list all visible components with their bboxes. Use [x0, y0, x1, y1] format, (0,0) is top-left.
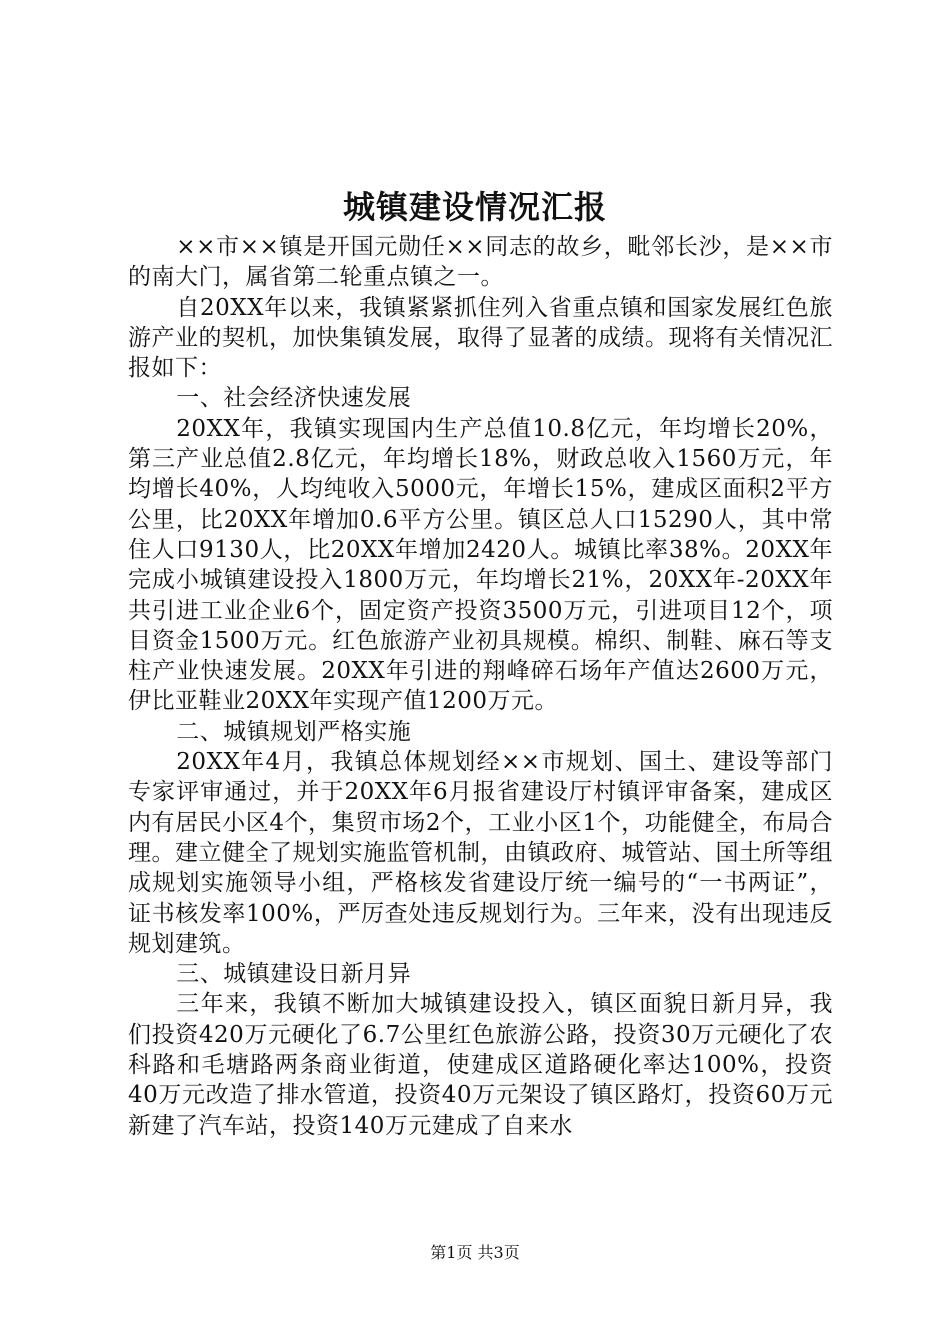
section-heading: 三、城镇建设日新月异 [176, 961, 412, 988]
paragraph: 20XX年，我镇实现国内生产总值10.8亿元，年均增长20%，第三产业总值2.8亿元，年均增长18%，财政总收入1560万元，年均增长40%，人均纯收入5000元，年增长15%，建成区面积2平方公里，比20XX年增加0.6平方公里。镇区总人口15290人，其中常住人口9130人，比20XX年增加2420人。城镇比率38%。20XX年完成小城镇建设投入1800万元，年均增长21%，20XX年-20XX年共引进工业企业6个，固定资产投资3500万元，引进项目12个，项目资金1500万元。红色旅游产业初具规模。棉织、制鞋、麻石等支柱产业快速发展。20XX年引进的翔峰碎石场年产值达2600万元，伊比亚鞋业20XX年实现产值1200万元。 [128, 415, 833, 715]
document-title: 城镇建设情况汇报 [342, 188, 607, 226]
paragraph: ××市××镇是开国元勋任××同志的故乡，毗邻长沙，是××市的南大门，属省第二轮重点镇之一。 [128, 234, 833, 291]
paragraph: 20XX年4月，我镇总体规划经××市规划、国土、建设等部门专家评审通过，并于20XX年6月报省建设厅村镇评审备案，建成区内有居民小区4个，集贸市场2个，工业小区1个，功能健全，布局合理。建立健全了规划实施监管机制，由镇政府、城管站、国土所等组成规划实施领导小组，严格核发省建设厅统一编号的“一书两证”，证书核发率100%，严厉查处违反规划行为。三年来，没有出现违反规划建筑。 [128, 749, 833, 957]
paragraph: 三年来，我镇不断加大城镇建设投入，镇区面貌日新月异，我们投资420万元硬化了6.7公里红色旅游公路，投资30万元硬化了农科路和毛塘路两条商业街道，使建成区道路硬化率达100%，投资40万元改造了排水管道，投资40万元架设了镇区路灯，投资60万元新建了汽车站，投资140万元建成了自来水 [128, 991, 833, 1139]
page-footer: 第1页 共3页 [430, 1243, 520, 1262]
section-heading: 二、城镇规划严格实施 [176, 718, 412, 745]
document-body [128, 232, 833, 1141]
section-heading: 一、社会经济快速发展 [176, 385, 412, 412]
paragraph: 自20XX年以来，我镇紧紧抓住列入省重点镇和国家发展红色旅游产业的契机，加快集镇发展，取得了显著的成绩。现将有关情况汇报如下： [128, 294, 833, 382]
